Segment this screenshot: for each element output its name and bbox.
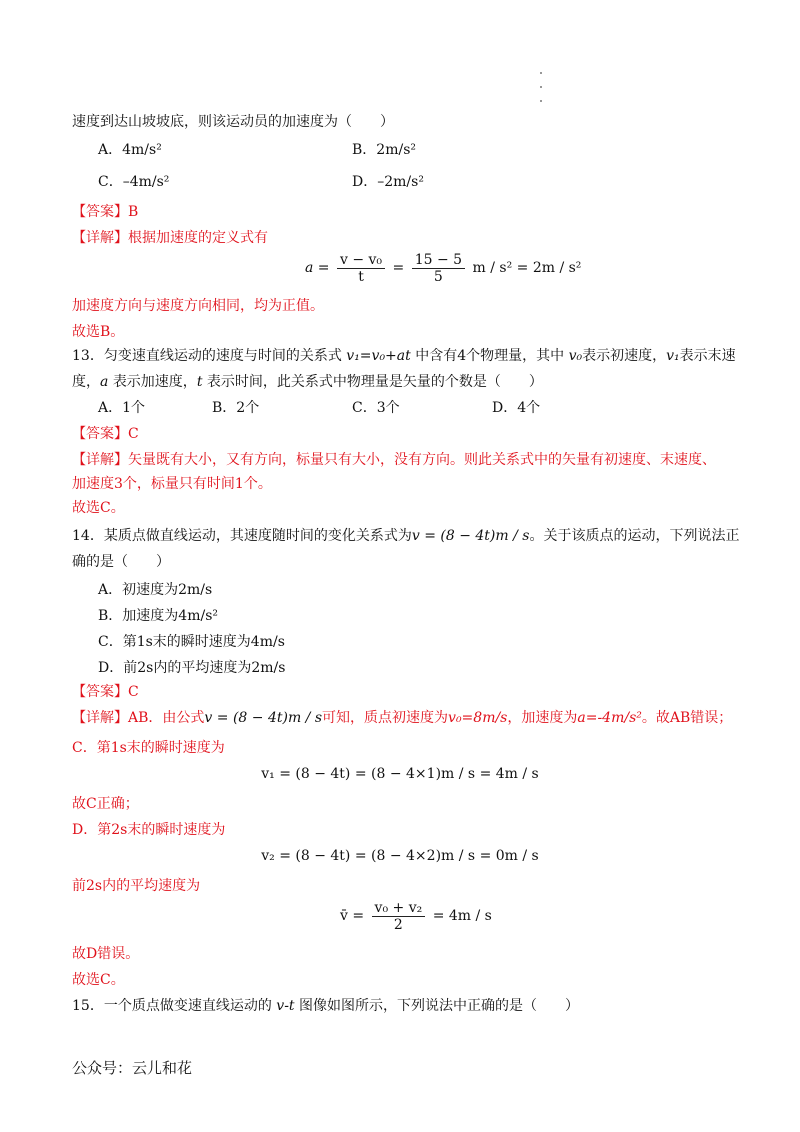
q15-stem: 15．一个质点做变速直线运动的 v-t 图像如图所示，下列说法中正确的是（ ） <box>72 998 579 1014</box>
q14-c-label: C．第1s末的瞬时速度为 <box>72 740 225 756</box>
q14-conclusion: 故选C。 <box>72 972 125 988</box>
q14-detail-ab: 【详解】AB．由公式v = (8 − 4t)m / s可知，质点初速度为v₀=8m/s，加速度为a=-4m/s²。故AB错误； <box>72 710 733 726</box>
q14-option-b: B．加速度为4m/s² <box>98 608 218 624</box>
q14-answer: 【答案】C <box>72 684 139 700</box>
footer-wechat: 公众号：云儿和花 <box>72 1059 193 1077</box>
q12-option-a: A．4m/s² <box>98 142 162 158</box>
q12-conclusion: 故选B。 <box>72 324 125 340</box>
top-dots <box>540 72 550 114</box>
q13-option-d: D．4个 <box>492 400 541 416</box>
q14-option-a: A．初速度为2m/s <box>98 582 213 598</box>
q12-note: 加速度方向与速度方向相同，均为正值。 <box>72 298 324 314</box>
q14-d-label: D．第2s末的瞬时速度为 <box>72 822 226 838</box>
q14-c-formula: v₁ = (8 − 4t) = (8 − 4×1)m / s = 4m / s <box>261 766 539 782</box>
q12-stem: 速度到达山坡坡底，则该运动员的加速度为（ ） <box>72 114 394 130</box>
q13-option-c: C．3个 <box>352 400 400 416</box>
q14-option-c: C．第1s末的瞬时速度为4m/s <box>98 634 285 650</box>
q12-answer: 【答案】B <box>72 204 139 220</box>
q12-detail: 【详解】根据加速度的定义式有 <box>72 230 268 246</box>
q14-d-formula: v₂ = (8 − 4t) = (8 − 4×2)m / s = 0m / s <box>261 848 539 864</box>
q14-option-d: D．前2s内的平均速度为2m/s <box>98 660 286 676</box>
q13-stem-line1: 13．匀变速直线运动的速度与时间的关系式 v₁=v₀+at 中含有4个物理量，其中 v₀表示初速度，v₁表示末速 <box>72 348 736 364</box>
q13-detail-1: 【详解】矢量既有大小，又有方向，标量只有大小，没有方向。则此关系式中的矢量有初速度、末速度、 <box>72 452 716 468</box>
q13-option-b: B．2个 <box>212 400 260 416</box>
q12-option-d: D．–2m/s² <box>352 174 424 190</box>
q12-option-b: B．2m/s² <box>352 142 416 158</box>
q14-d-conclusion: 故D错误。 <box>72 946 140 962</box>
q14-stem-line1: 14．某质点做直线运动，其速度随时间的变化关系式为v = (8 − 4t)m / s。关于该质点的运动，下列说法正 <box>72 528 740 544</box>
q14-avg-formula: v̄ = $\frac{\text{v₀ + v₂}}{2}$ = 4m / s <box>340 899 492 933</box>
q12-option-c: C．–4m/s² <box>98 174 170 190</box>
q13-stem-line2: 度，a 表示加速度，t 表示时间，此关系式中物理量是矢量的个数是（ ） <box>72 374 543 390</box>
q12-formula: a = $\frac{\text{v − v₀}}{t}$ = $\frac{15 - 5}{5}$ m / s² = 2m / s² <box>305 251 582 285</box>
q14-avg-label: 前2s内的平均速度为 <box>72 878 201 894</box>
q14-c-conclusion: 故C正确； <box>72 796 139 812</box>
q13-conclusion: 故选C。 <box>72 500 125 516</box>
q14-stem-line2: 确的是（ ） <box>72 554 170 570</box>
q13-option-a: A．1个 <box>98 400 146 416</box>
q13-detail-2: 加速度3个，标量只有时间1个。 <box>72 476 272 492</box>
q13-answer: 【答案】C <box>72 426 139 442</box>
